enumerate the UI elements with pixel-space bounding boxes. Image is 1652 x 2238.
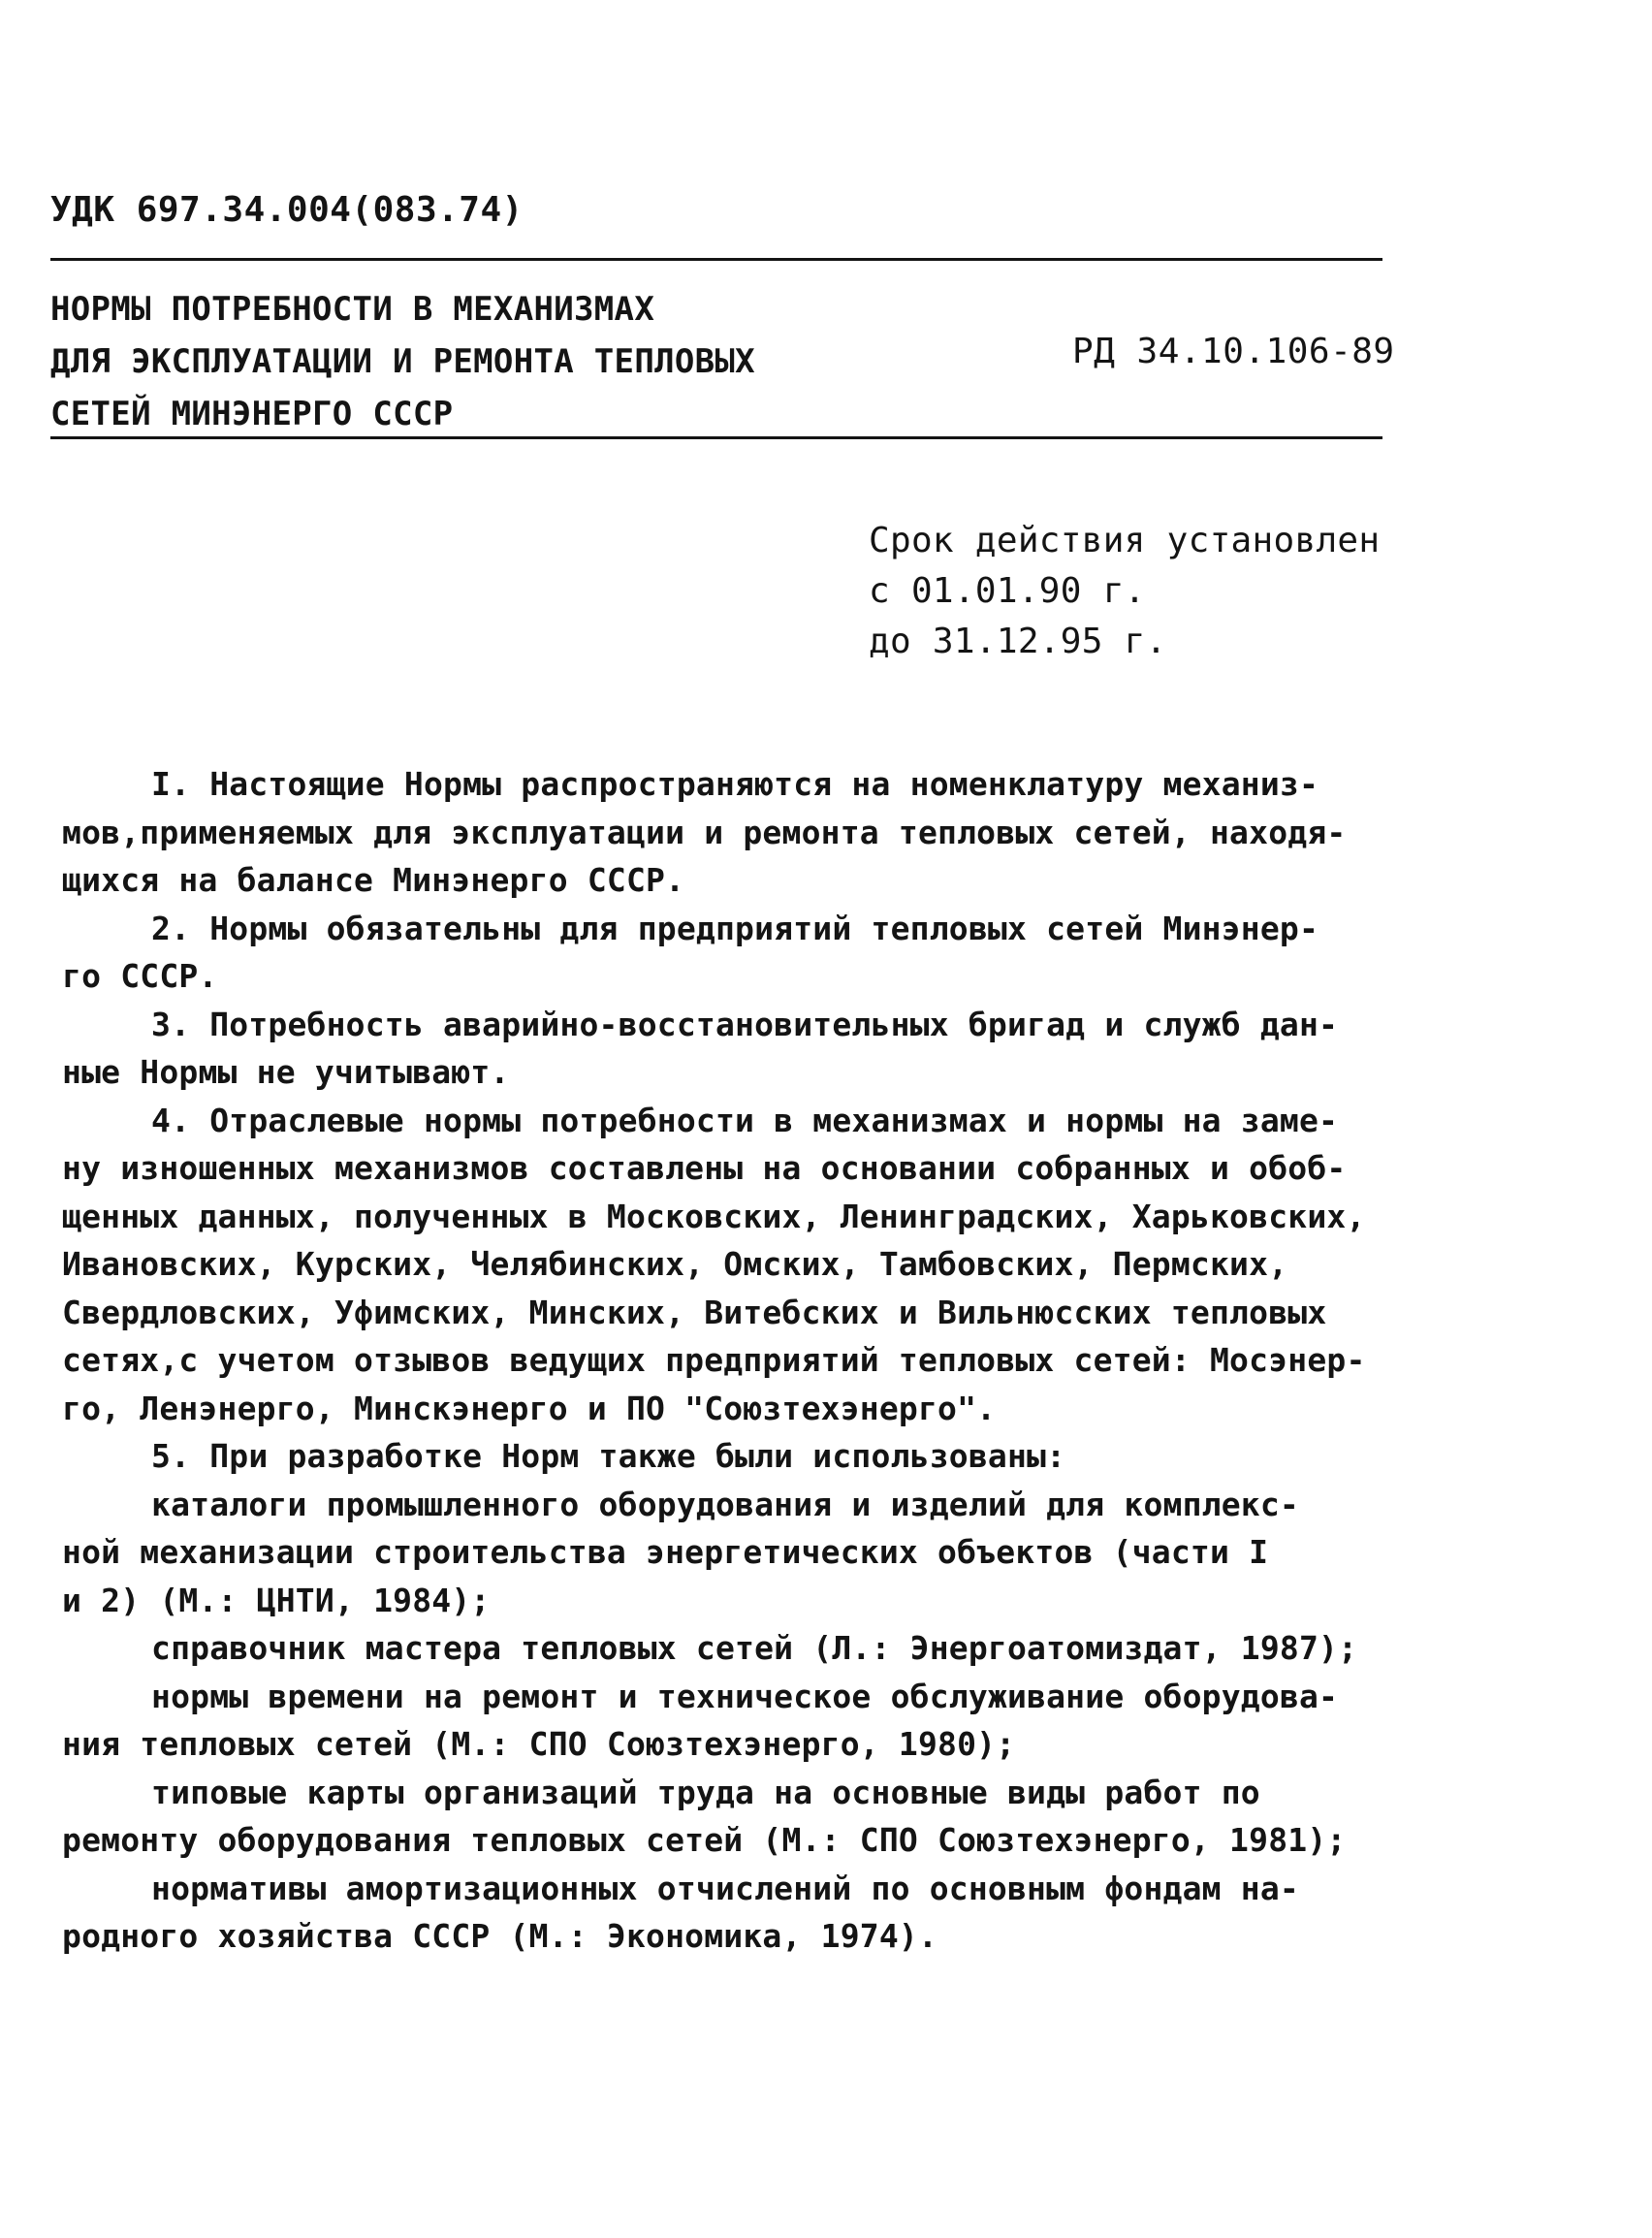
paragraph-4-line: 4. Отраслевые нормы потребности в механизмах и нормы на заме- (151, 1101, 1339, 1139)
paragraph-3-line: ные Нормы не учитывают. (62, 1053, 510, 1091)
validity-line: до 31.12.95 г. (869, 622, 1167, 661)
document-title (50, 283, 755, 440)
udc-code: УДК 697.34.004(083.74) (50, 190, 524, 230)
paragraph-3-line: 3. Потребность аварийно-восстановительных бригад и служб дан- (151, 1005, 1339, 1043)
title-line: НОРМЫ ПОТРЕБНОСТИ В МЕХАНИЗМАХ (50, 290, 655, 329)
source-item-line: и 2) (М.: ЦНТИ, 1984); (62, 1581, 491, 1619)
title-line: СЕТЕЙ МИНЭНЕРГО СССР (50, 395, 454, 433)
paragraph-4-line: ну изношенных механизмов составлены на основании собранных и обоб- (62, 1149, 1347, 1187)
paragraph-4-line: го, Ленэнерго, Минскэнерго и ПО "Союзтехэнерго". (62, 1389, 997, 1427)
validity-period (869, 516, 1380, 667)
source-item-line: нормативы амортизационных отчислений по основным фондам на- (151, 1869, 1299, 1907)
paragraph-2-line: го СССР. (62, 957, 218, 995)
source-item-line: родного хозяйства СССР (М.: Экономика, 1974). (62, 1917, 938, 1955)
title-line: ДЛЯ ЭКСПЛУАТАЦИИ И РЕМОНТА ТЕПЛОВЫХ (50, 342, 755, 381)
paragraph-4-line: Ивановских, Курских, Челябинских, Омских, Тамбовских, Пермских, (62, 1245, 1288, 1283)
paragraph-5-line: 5. При разработке Норм также были использованы: (151, 1437, 1066, 1475)
document-body (62, 760, 1390, 1961)
validity-line: с 01.01.90 г. (869, 571, 1146, 611)
source-item-line: справочник мастера тепловых сетей (Л.: Энергоатомиздат, 1987); (151, 1629, 1358, 1667)
paragraph-4-line: сетях,с учетом отзывов ведущих предприятий тепловых сетей: Мосэнер- (62, 1341, 1366, 1379)
paragraph-1-line: мов,применяемых для эксплуатации и ремонта тепловых сетей, находя- (62, 813, 1347, 851)
paragraph-4-line: щенных данных, полученных в Московских, Ленинградских, Харьковских, (62, 1197, 1366, 1235)
paragraph-4-line: Свердловских, Уфимских, Минских, Витебских и Вильнюсских тепловых (62, 1293, 1327, 1331)
paragraph-1-line: I. Настоящие Нормы распространяются на номенклатуру механиз- (151, 765, 1319, 803)
source-item-line: нормы времени на ремонт и техническое обслуживание оборудова- (151, 1677, 1339, 1715)
source-item-line: ной механизации строительства энергетических объектов (части I (62, 1533, 1269, 1571)
source-item-line: ния тепловых сетей (М.: СПО Союзтехэнерго, 1980); (62, 1725, 1016, 1763)
source-item-line: типовые карты организаций труда на основные виды работ по (151, 1773, 1260, 1811)
paragraph-1-line: щихся на балансе Минэнерго СССР. (62, 861, 685, 899)
header-top-rule (50, 258, 1382, 261)
paragraph-2-line: 2. Нормы обязательны для предприятий тепловых сетей Минэнер- (151, 909, 1319, 947)
document-code: РД 34.10.106-89 (1072, 332, 1395, 371)
source-item-line: каталоги промышленного оборудования и изделий для комплекс- (151, 1485, 1299, 1523)
header-bottom-rule (50, 436, 1382, 439)
validity-line: Срок действия установлен (869, 521, 1381, 560)
source-item-line: ремонту оборудования тепловых сетей (М.: СПО Союзтехэнерго, 1981); (62, 1821, 1347, 1859)
